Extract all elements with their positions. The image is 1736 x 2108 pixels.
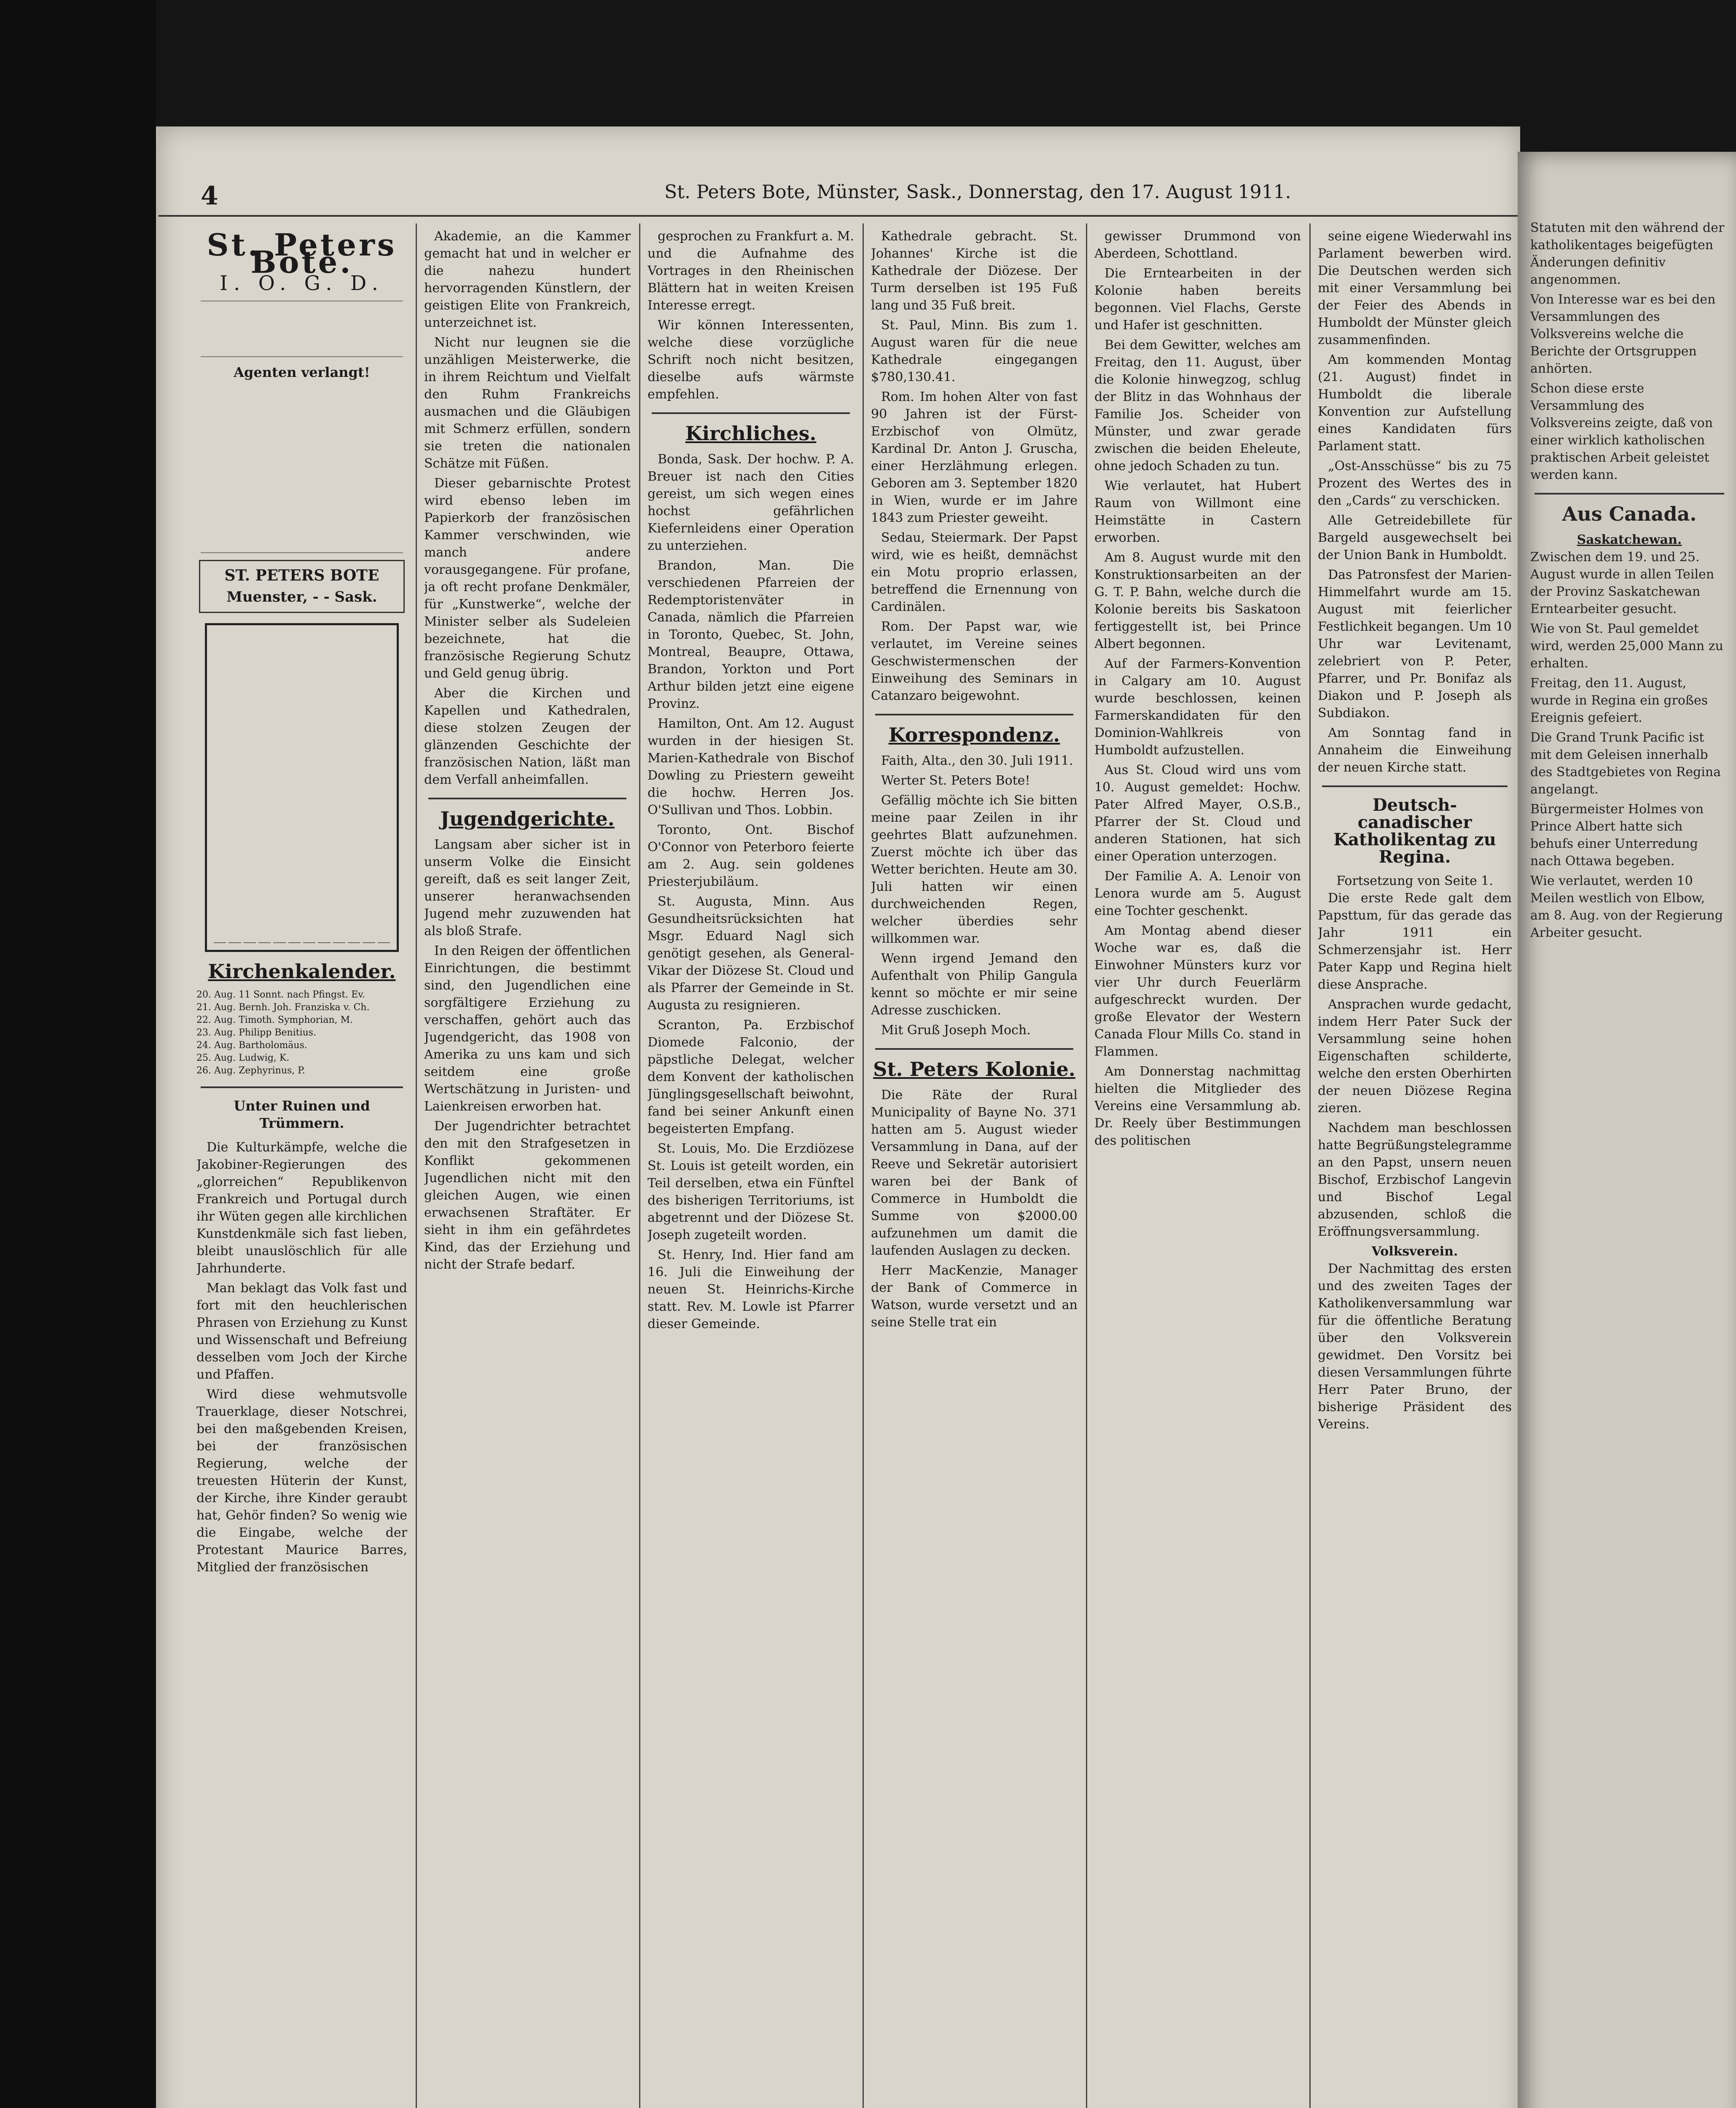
calendar-cell bbox=[244, 632, 256, 943]
article-paragraph: Am Montag abend dieser Woche war es, daß die Einwohner Münsters kurz vor vier Uhr durch Feuerlärm aufgeschreckt wurden. Der große Elevator der Western Canada Flour Mills Co. stand in Flammen. bbox=[1094, 923, 1301, 1059]
letter-line: Faith, Alta., den 30. Juli 1911. bbox=[881, 753, 1073, 768]
calendar-entry: 21. Aug. Bernh. Joh. Franziska v. Ch. bbox=[196, 1002, 370, 1013]
section-intro: Fortsetzung von Seite 1. bbox=[1336, 874, 1493, 888]
article-paragraph: Wird diese wehmutsvolle Trauerklage, dieser Notschrei, bei den maßgebenden Kreisen, bei der französischen Regierung, welche der treuesten Hüterin der Kunst, der Kirche, ihre Kinder geraubt hat, Gehör finden? So wenig wie die Eingabe, welche der Protestant Maurice Barres, Mitglied der französischen bbox=[196, 1387, 407, 1575]
church-calendar-title: Kirchenkalender. bbox=[208, 960, 396, 983]
column-2 bbox=[424, 228, 631, 2108]
article-paragraph: gesprochen zu Frankfurt a. M. und die Aufnahme des Vortrages in den Rheinischen Blättern hat in weiten Kreisen Interesse erregt. bbox=[648, 229, 854, 313]
column-rule bbox=[639, 223, 640, 2108]
masthead-motto: I. O. G. D. bbox=[220, 272, 384, 295]
calendar-entry: 23. Aug. Philipp Benitius. bbox=[196, 1027, 317, 1038]
article-paragraph: Rom. Im hohen Alter von fast 90 Jahren ist der Fürst-Erzbischof von Olmütz, Kardinal Dr. Anton J. Gruscha, einer Herzlähmung erlegen. Geboren am 3. September 1820 in Wien, wurde er im Jahre 1843 zum Priester geweiht. bbox=[871, 390, 1078, 525]
article-paragraph: Alle Getreidebillete für Bargeld ausgewechselt bei der Union Bank in Humboldt. bbox=[1318, 513, 1512, 562]
article-paragraph: Die Räte der Rural Municipality of Bayne No. 371 hatten am 5. August wieder Versammlung in Dana, auf der Reeve und Sekretär autorisiert waren bei der Bank of Commerce in Humboldt die Summe von $2000.00 aufzunehmen um damit die laufenden Auslagen zu decken. bbox=[871, 1088, 1078, 1258]
article-paragraph: „Ost-Ansschüsse“ bis zu 75 Prozent des Wertes des in den „Cards“ zu verschicken. bbox=[1318, 459, 1512, 508]
facing-page-column bbox=[1530, 219, 1728, 944]
article-paragraph: Schon diese erste Versammlung des Volksvereins zeigte, daß von einer wirklich katholischen praktischen Arbeit geleistet werden kann. bbox=[1530, 381, 1713, 482]
article-paragraph: Statuten mit den während der katholikentages beigefügten Änderungen definitiv angenommen. bbox=[1530, 220, 1725, 287]
section-title: St. Peters Kolonie. bbox=[873, 1058, 1075, 1081]
newspaper-page bbox=[156, 126, 1520, 2108]
article-paragraph: Ansprachen wurde gedacht, indem Herr Pater Suck der Versammlung seine hohen Eigenschaften schilderte, welche den ersten Oberhirten der neuen Diözese Regina zieren. bbox=[1318, 997, 1512, 1116]
calendar-cell bbox=[258, 632, 271, 943]
article-paragraph: Toronto, Ont. Bischof O'Connor von Peterboro feierte am 2. Aug. sein goldenes Priesterjubiläum. bbox=[648, 823, 854, 889]
column-4 bbox=[871, 228, 1078, 2108]
calendar-cell bbox=[378, 632, 390, 943]
article-paragraph: Nicht nur leugnen sie die unzähligen Meisterwerke, die in ihrem Reichtum und Vielfalt den Ruhm Frankreichs ausmachen und die Gläubigen mit Schmerz erfüllen, sondern sie treten die nationalen Schätze mit Füßen. bbox=[424, 335, 631, 471]
section-title: Aus Canada. bbox=[1562, 503, 1697, 525]
section-divider bbox=[201, 1086, 403, 1088]
article-paragraph: Freitag, den 11. August, wurde in Regina ein großes Ereignis gefeiert. bbox=[1530, 676, 1708, 725]
column-rule bbox=[863, 223, 864, 2108]
article-paragraph: St. Louis, Mo. Die Erzdiözese St. Louis ist geteilt worden, ein Teil derselben, etwa ein Fünftel des bisherigen Territoriums, ist abgetrennt und der Diözese St. Joseph zugeteilt worden. bbox=[648, 1141, 854, 1242]
calendar-entry: 22. Aug. Timoth. Symphorian, M. bbox=[196, 1015, 353, 1025]
publisher-name: ST. PETERS BOTE bbox=[224, 567, 379, 584]
column-rule bbox=[416, 223, 417, 2108]
article-paragraph: Der Nachmittag des ersten und des zweiten Tages der Katholikenversammlung war für die öffentliche Beratung über den Volksverein gewidmet. Den Vorsitz bei diesen Versammlungen führte Herr Pater Bruno, der bisherige Präsident des Vereins. bbox=[1318, 1261, 1512, 1432]
calendar-cell bbox=[228, 632, 241, 943]
article-paragraph: Die Kulturkämpfe, welche die Jakobiner-Regierungen des „glorreichen“ Republikenvon Frankreich und Portugal durch ihr Wüten gegen alle kirchlichen Kunstdenkmäle sich fast lieben, bleibt unauslöschlich für alle Jahrhunderte. bbox=[196, 1140, 407, 1276]
column-5 bbox=[1094, 228, 1301, 2108]
letter-line: Gefällig möchte ich Sie bitten meine paar Zeilen in ihr geehrtes Blatt aufzunehmen. Zuerst möchte ich über das Wetter berichten. Heute am 30. Juli hatten wir einen durchweichenden Regen, welcher überdies sehr willkommen war. bbox=[871, 793, 1078, 946]
section-divider bbox=[875, 714, 1073, 715]
section-divider bbox=[428, 798, 626, 799]
article-paragraph: Am kommenden Montag (21. August) findet in Humboldt die liberale Konvention zur Aufstellung eines Kandidaten fürs Parlament statt. bbox=[1318, 352, 1512, 454]
column-6 bbox=[1318, 228, 1512, 2108]
calendar-entry: 20. Aug. 11 Sonnt. nach Pfingst. Ev. bbox=[196, 989, 365, 1000]
article-paragraph: Der Familie A. A. Lenoir von Lenora wurde am 5. August eine Tochter geschenkt. bbox=[1094, 869, 1301, 918]
article-paragraph: St. Paul, Minn. Bis zum 1. August waren für die neue Kathedrale eingegangen $780,130.41. bbox=[871, 318, 1078, 384]
section-subheading: Saskatchewan. bbox=[1577, 532, 1682, 547]
article-paragraph: Die erste Rede galt dem Papsttum, für das gerade das Jahr 1911 ein Schmerzensjahr ist. Herr Pater Kapp und Regina hielt diese Ansprache. bbox=[1318, 891, 1512, 992]
running-head: St. Peters Bote, Münster, Sask., Donnerstag, den 17. August 1911. bbox=[664, 181, 1291, 203]
article-paragraph: Der Jugendrichter betrachtet den mit den Strafgesetzen in Konflikt gekommenen Jugendlichen nicht mit den gleichen Augen, wie einen erwachsenen Straftäter. Er sieht in ihm ein gefährdetes Kind, das der Erziehung und nicht der Strafe bedarf. bbox=[424, 1119, 631, 1272]
article-paragraph: Rom. Der Papst war, wie verlautet, im Vereine seines Geschwistermenschen der Einweihung des Seminars in Catanzaro beigewohnt. bbox=[871, 619, 1078, 703]
letter-line: Werter St. Peters Bote! bbox=[881, 773, 1030, 788]
article-paragraph: Brandon, Man. Die verschiedenen Pfarreien der Redemptoristenväter in Canada, nämlich die Pfarreien in Toronto, Quebec, St. John, Montreal, Beaupre, Ottawa, Brandon, Yorkton und Port Arthur bilden jetzt eine eigene Provinz. bbox=[648, 558, 854, 711]
church-calendar-list bbox=[196, 989, 407, 1077]
article-paragraph: Auf der Farmers-Konvention in Calgary am 10. August wurde beschlossen, keinen Farmerskandidaten für den Dominion-Wahlkreis von Humboldt aufzustellen. bbox=[1094, 656, 1301, 758]
article-paragraph: Die Grand Trunk Pacific ist mit dem Geleisen innerhalb des Stadtgebietes von Regina angelangt. bbox=[1530, 730, 1721, 797]
calendar-cell bbox=[214, 632, 226, 943]
section-title: Deutsch-canadischer Katholikentag zu Regina. bbox=[1333, 795, 1496, 867]
section-subheading: Volksverein. bbox=[1371, 1244, 1458, 1259]
article-paragraph: Hamilton, Ont. Am 12. August wurden in der hiesigen St. Marien-Kathedrale von Bischof Dowling zu Priestern geweiht die hochw. Herren Jos. O'Sullivan und Thos. Lobbin. bbox=[648, 716, 854, 817]
article-paragraph: Am 8. August wurde mit den Konstruktionsarbeiten an der G. T. P. Bahn, welche durch die Kolonie bereits bis Saskatoon fertiggestellt ist, bei Prince Albert begonnen. bbox=[1094, 550, 1301, 651]
column-1 bbox=[196, 228, 407, 2108]
header-rule bbox=[159, 215, 1520, 217]
article-paragraph: Akademie, an die Kammer gemacht hat und in welcher er die nahezu hundert hervorragenden Künstlern, der geistigen Elite von Frankreich, unterzeichnet ist. bbox=[424, 229, 631, 330]
article-paragraph: In den Reigen der öffentlichen Einrichtungen, die bestimmt sind, den Jugendlichen eine sorgfältigere Erziehung zu verschaffen, gehört auch das Jugendgericht, das 1908 von Amerika zu uns kam und sich seitdem eine große Wertschätzung in Juristen- und Laienkreisen erworben hat. bbox=[424, 944, 631, 1114]
article-title: Unter Ruinen und Trümmern. bbox=[234, 1098, 370, 1131]
article-paragraph: St. Augusta, Minn. Aus Gesundheitsrücksichten hat Msgr. Eduard Nagl sich genötigt gesehen, als General-Vikar der Diözese St. Cloud und als Pfarrer der Gemeinde in St. Augusta zu resignieren. bbox=[648, 894, 854, 1013]
section-title: Korrespondenz. bbox=[888, 723, 1060, 746]
calendar-entry: 26. Aug. Zephyrinus, P. bbox=[196, 1065, 305, 1076]
column-rule bbox=[1309, 223, 1311, 2108]
section-divider bbox=[875, 1048, 1073, 1050]
page-number: 4 bbox=[201, 181, 218, 211]
article-paragraph: Aus St. Cloud wird uns vom 10. August gemeldet: Hochw. Pater Alfred Mayer, O.S.B., Pfarrer der St. Cloud und anderen Stationen, hat sich einer Operation unterzogen. bbox=[1094, 763, 1301, 864]
calendar-entry: 24. Aug. Bartholomäus. bbox=[196, 1040, 307, 1051]
article-paragraph: Sedau, Steiermark. Der Papst wird, wie es heißt, demnächst ein Motu proprio erlassen, betreffend die Ernennung von Cardinälen. bbox=[871, 530, 1078, 614]
calendar-grid bbox=[205, 623, 399, 952]
calendar-cell bbox=[363, 632, 375, 943]
article-paragraph: Bonda, Sask. Der hochw. P. A. Breuer ist nach den Cities gereist, um sich wegen eines hochst gefährlichen Kiefernleidens einer Operation zu unterziehen. bbox=[648, 452, 854, 553]
letter-line: Wenn irgend Jemand den Aufenthalt von Philip Gangula kennt so möchte er mir seine Adresse zuschicken. bbox=[871, 951, 1078, 1018]
section-divider bbox=[1534, 493, 1724, 495]
article-paragraph: Man beklagt das Volk fast und fort mit den heuchlerischen Phrasen von Erziehung zu Kunst und Wissenschaft und Befreiung desselben vom Joch der Kirche und Pfaffen. bbox=[196, 1281, 407, 1382]
letter-line: Mit Gruß Joseph Moch. bbox=[881, 1023, 1031, 1038]
article-paragraph: Langsam aber sicher ist in unserm Volke die Einsicht gereift, daß es seit langer Zeit, unserer heranwachsenden Jugend mehr zuzuwenden hat als bloß Strafe. bbox=[424, 837, 631, 938]
article-paragraph: Das Patronsfest der Marien-Himmelfahrt wurde am 15. August mit feierlicher Festlichkeit begangen. Um 10 Uhr war Levitenamt, zelebriert von P. Peter, Pfarrer, und Pr. Bonifaz als Diakon und P. Joseph als Subdiakon. bbox=[1318, 567, 1512, 721]
article-paragraph: Kathedrale gebracht. St. Johannes' Kirche ist die Kathedrale der Diözese. Der Turm derselben ist 195 Fuß lang und 35 Fuß breit. bbox=[871, 229, 1078, 313]
article-paragraph: Bürgermeister Holmes von Prince Albert hatte sich behufs einer Unterredung nach Ottawa begeben. bbox=[1530, 802, 1704, 868]
column-rule bbox=[1086, 223, 1087, 2108]
article-paragraph: Dieser gebarnischte Protest wird ebenso leben im Papierkorb der französischen Kammer verschwinden, wie manch andere vorausgegangene. Für profane, ja oft recht profane Denkmäler, für „Kunstwerke“, welche der Minister selber als Sudeleien bezeichnete, hat die französische Regierung Schutz und Geld genug übrig. bbox=[424, 476, 631, 681]
article-paragraph: Am Donnerstag nachmittag hielten die Mitglieder des Vereins eine Versammlung ab. Dr. Reely über Bestimmungen des politischen bbox=[1094, 1064, 1301, 1148]
publisher-place: Muenster, - - Sask. bbox=[226, 589, 377, 605]
article-paragraph: Bei dem Gewitter, welches am Freitag, den 11. August, über die Kolonie hinwegzog, schlug der Blitz in das Wohnhaus der Familie Jos. Scheider von Münster, und zwar gerade zwischen die beiden Eheleute, ohne jedoch Schaden zu tun. bbox=[1094, 338, 1301, 473]
masthead-title: St. Peters Bote. bbox=[207, 228, 397, 280]
calendar-cell bbox=[348, 632, 360, 943]
agents-notice-block bbox=[201, 388, 403, 553]
column-3 bbox=[648, 228, 854, 2108]
article-paragraph: Von Interesse war es bei den Versammlungen des Volksvereins welche die Berichte der Ortsgruppen anhörten. bbox=[1530, 292, 1716, 376]
scan-margin bbox=[0, 0, 156, 2108]
article-paragraph: Wie verlautet, werden 10 Meilen westlich von Elbow, am 8. Aug. von der Regierung Arbeiter gesucht. bbox=[1530, 874, 1723, 940]
calendar-cell bbox=[318, 632, 330, 943]
masthead-info-block bbox=[201, 301, 403, 357]
section-title: Kirchliches. bbox=[685, 422, 817, 445]
calendar-cell bbox=[273, 632, 285, 943]
section-title: Jugendgerichte. bbox=[440, 807, 615, 830]
facing-page bbox=[1518, 152, 1736, 2108]
article-paragraph: Herr MacKenzie, Manager der Bank of Commerce in Watson, wurde versetzt und an seine Stelle trat ein bbox=[871, 1263, 1078, 1330]
article-paragraph: Nachdem man beschlossen hatte Begrüßungstelegramme an den Papst, unsern neuen Bischof, Erzbischof Langevin und Bischof Legal abzusenden, schloß die Eröffnungsversammlung. bbox=[1318, 1121, 1512, 1239]
publisher-box bbox=[199, 560, 405, 613]
article-paragraph: Die Erntearbeiten in der Kolonie haben bereits begonnen. Viel Flachs, Gerste und Hafer ist geschnitten. bbox=[1094, 266, 1301, 333]
article-paragraph: seine eigene Wiederwahl ins Parlament bewerben wird. Die Deutschen werden sich mit einer Versammlung bei der Feier des Abends in Humboldt der Münster gleich zusammenfinden. bbox=[1318, 229, 1512, 347]
section-divider bbox=[1322, 785, 1508, 787]
article-paragraph: Wie verlautet, hat Hubert Raum von Willmont eine Heimstätte in Castern erworben. bbox=[1094, 479, 1301, 545]
article-paragraph: Wie von St. Paul gemeldet wird, werden 25,000 Mann zu erhalten. bbox=[1530, 621, 1723, 671]
article-paragraph: Am Sonntag fand in Annaheim die Einweihung der neuen Kirche statt. bbox=[1318, 726, 1512, 775]
calendar-cell bbox=[333, 632, 345, 943]
calendar-cell bbox=[288, 632, 301, 943]
calendar-cell bbox=[303, 632, 315, 943]
article-paragraph: St. Henry, Ind. Hier fand am 16. Juli die Einweihung der neuen St. Heinrichs-Kirche statt. Rev. M. Lowle ist Pfarrer dieser Gemeinde. bbox=[648, 1248, 854, 1331]
section-divider bbox=[652, 412, 850, 414]
agents-heading: Agenten verlangt! bbox=[234, 364, 370, 380]
article-paragraph: Wir können Interessenten, welche diese vorzügliche Schrift noch nicht besitzen, dieselbe aufs wärmste empfehlen. bbox=[648, 318, 854, 402]
article-paragraph: Scranton, Pa. Erzbischof Diomede Falconio, der päpstliche Delegat, welcher dem Konvent der katholischen Jünglingsgesellschaft beiwohnt, fand bei seiner Ankunft einen begeisterten Empfang. bbox=[648, 1018, 854, 1136]
calendar-entry: 25. Aug. Ludwig, K. bbox=[196, 1053, 290, 1063]
article-paragraph: Zwischen dem 19. und 25. August wurde in allen Teilen der Provinz Saskatchewan Erntearbeiter gesucht. bbox=[1530, 550, 1715, 616]
article-paragraph: gewisser Drummond von Aberdeen, Schottland. bbox=[1094, 229, 1301, 261]
article-paragraph: Aber die Kirchen und Kapellen und Kathedralen, diese stolzen Zeugen der glänzenden Geschichte der französischen Nation, läßt man dem Verfall anheimfallen. bbox=[424, 686, 631, 787]
